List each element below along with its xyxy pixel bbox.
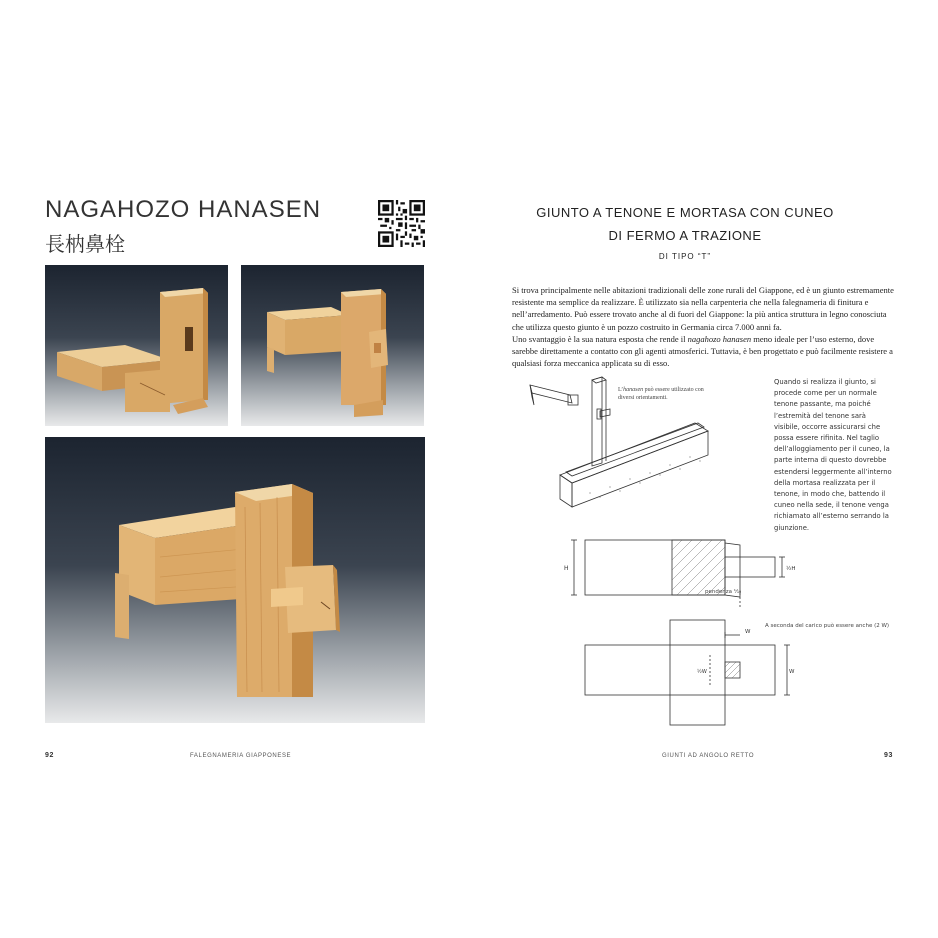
side-note: Quando si realizza il giunto, si procede come per un normale tenone passante, ma poiché l’estremità del tenone sarà visibile, occorre assicurarsi che possa essere rifinita. Nel taglio dell’alloggiamento per il cuneo, la parte interna di questo dovrebbe estendersi leggermente all’interno della mortasa realizzata per il tenone, in modo che, battendo il cuneo nella sede, il tenone venga richiamato all’esterno serrando la giunzione.	[774, 378, 892, 532]
diagram-caption	[618, 386, 718, 402]
label-half-h: ½H	[786, 566, 796, 572]
diagram-note-w: A seconda del carico può essere anche (2 W)	[765, 623, 890, 629]
label-w-top: W	[745, 629, 751, 635]
label-slope: pendenza ¹⁄₁₀	[705, 589, 742, 595]
body-text	[512, 284, 900, 369]
diagram-caption-start: L’	[618, 387, 624, 393]
page-number-left: 92	[45, 752, 54, 759]
qr-code-icon[interactable]	[378, 200, 425, 247]
diagram-caption-end: può essere utilizzato con diversi orientamenti.	[618, 387, 704, 401]
running-footer-left: FALEGNAMERIA GIAPPONESE	[190, 753, 292, 759]
paragraph-2	[512, 333, 900, 370]
running-footer-right: GIUNTI AD ANGOLO RETTO	[662, 753, 755, 759]
section-subtitle: DI TIPO “T”	[658, 252, 712, 261]
page-number-right: 93	[884, 752, 893, 759]
paragraph-1: Si trova principalmente nelle abitazioni tradizionali delle zone rurali del Giappone, ed è un giunto estremamente resistente ma semplice da realizzare. È utilizzato sia nella carpenteria che nella falegnameria di finitura e nell’arredamento. Può essere trovato anche al di fuori del Giappone: la più antica struttura in legno conosciuta che utilizza questo giunto è un pozzo costruito in Germania circa 7.000 anni fa.	[512, 285, 894, 332]
plan-diagram	[575, 615, 805, 730]
paragraph-2-end: meno ideale per l’uso esterno, dove sarebbe direttamente a contatto con gli agenti atmosferici. Tuttavia, è ben progettato e può facilmente resistere a qualsiasi forza meccanica applicata su di esso.	[512, 333, 893, 369]
paragraph-2-start: Uno svantaggio è la sua natura esposta che rende il	[512, 333, 688, 344]
side-elevation-diagram	[560, 535, 800, 610]
label-w-side: W	[789, 669, 795, 675]
diagram-caption-term: hanasen	[623, 387, 644, 393]
page-title-japanese: 長枘鼻栓	[45, 232, 125, 256]
photo-joint-closeup	[45, 437, 425, 723]
section-title-line1: GIUNTO A TENONE E MORTASA CON CUNEO	[536, 205, 834, 220]
page-title: NAGAHOZO HANASEN	[45, 196, 322, 223]
label-half-w: ½W	[697, 669, 707, 675]
paragraph-2-term: nagahozo hanasen	[687, 333, 752, 344]
label-h: H	[564, 565, 569, 572]
section-title-line2: DI FERMO A TRAZIONE	[608, 228, 762, 243]
photo-joint-disassembled	[45, 265, 228, 426]
photo-joint-assembled	[241, 265, 424, 426]
